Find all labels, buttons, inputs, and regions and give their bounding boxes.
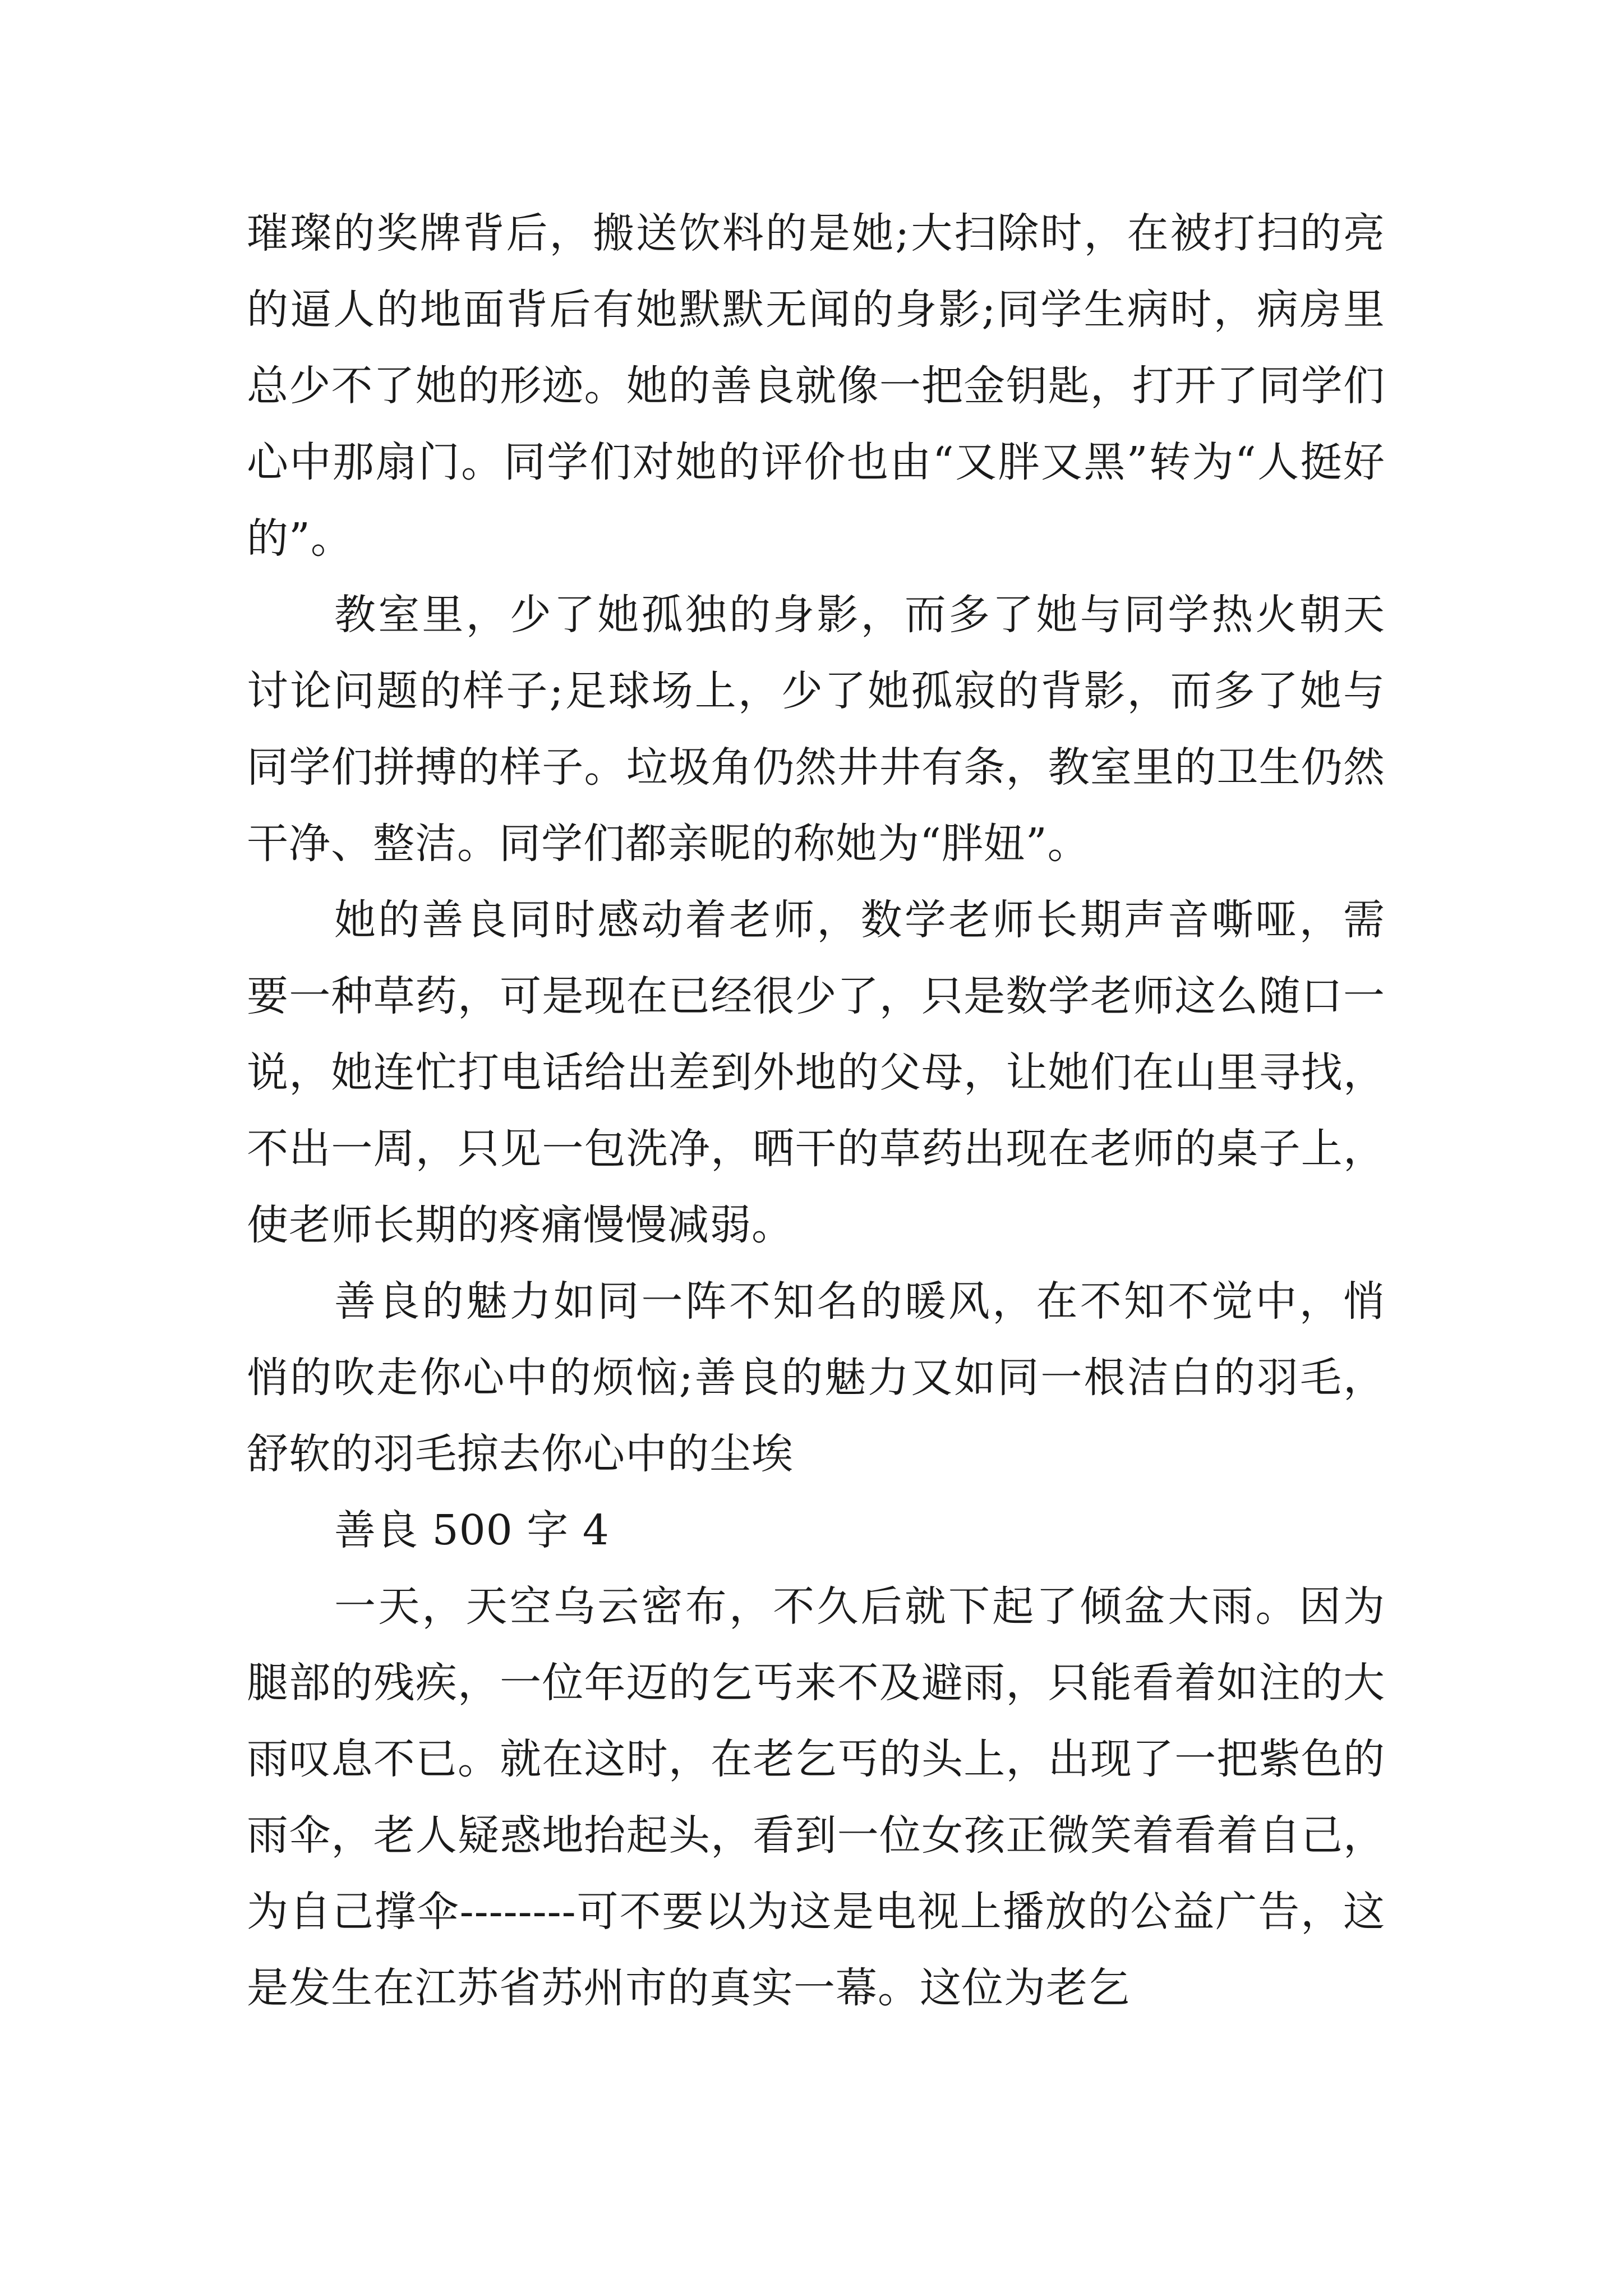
- section-heading: 善良 500 字 4: [334, 1506, 610, 1554]
- document-body: [247, 195, 1385, 2026]
- paragraph-1: 璀璨的奖牌背后，搬送饮料的是她;大扫除时，在被打扫的亮的逼人的地面背后有她默默无闻的身影;同学生病时，病房里总少不了她的形迹。她的善良就像一把金钥匙，打开了同学们心中那扇门。同学们对她的评价也由“又胖又黑”转为“人挺好的”。: [247, 209, 1385, 563]
- paragraph-5: 一天，天空乌云密布，不久后就下起了倾盆大雨。因为腿部的残疾，一位年迈的乞丐来不及避雨，只能看着如注的大雨叹息不已。就在这时，在老乞丐的头上，出现了一把紫色的雨伞，老人疑惑地抬起头，看到一位女孩正微笑着看着自己，为自己撑伞--------可不要以为这是电视上播放的公益广告，这是发生在江苏省苏州市的真实一幕。这位为老乞: [247, 1582, 1385, 2012]
- paragraph-4: 善良的魅力如同一阵不知名的暖风，在不知不觉中，悄悄的吹走你心中的烦恼;善良的魅力又如同一根洁白的羽毛，舒软的羽毛掠去你心中的尘埃: [247, 1277, 1385, 1478]
- paragraph-3: 她的善良同时感动着老师，数学老师长期声音嘶哑，需要一种草药，可是现在已经很少了，只是数学老师这么随口一说，她连忙打电话给出差到外地的父母，让她们在山里寻找，不出一周，只见一包洗净，晒干的草药出现在老师的桌子上，使老师长期的疼痛慢慢减弱。: [247, 896, 1385, 1249]
- paragraph-2: 教室里，少了她孤独的身影，而多了她与同学热火朝天讨论问题的样子;足球场上，少了她孤寂的背影，而多了她与同学们拼搏的样子。垃圾角仍然井井有条，教室里的卫生仍然干净、整洁。同学们都亲昵的称她为“胖妞”。: [247, 591, 1385, 868]
